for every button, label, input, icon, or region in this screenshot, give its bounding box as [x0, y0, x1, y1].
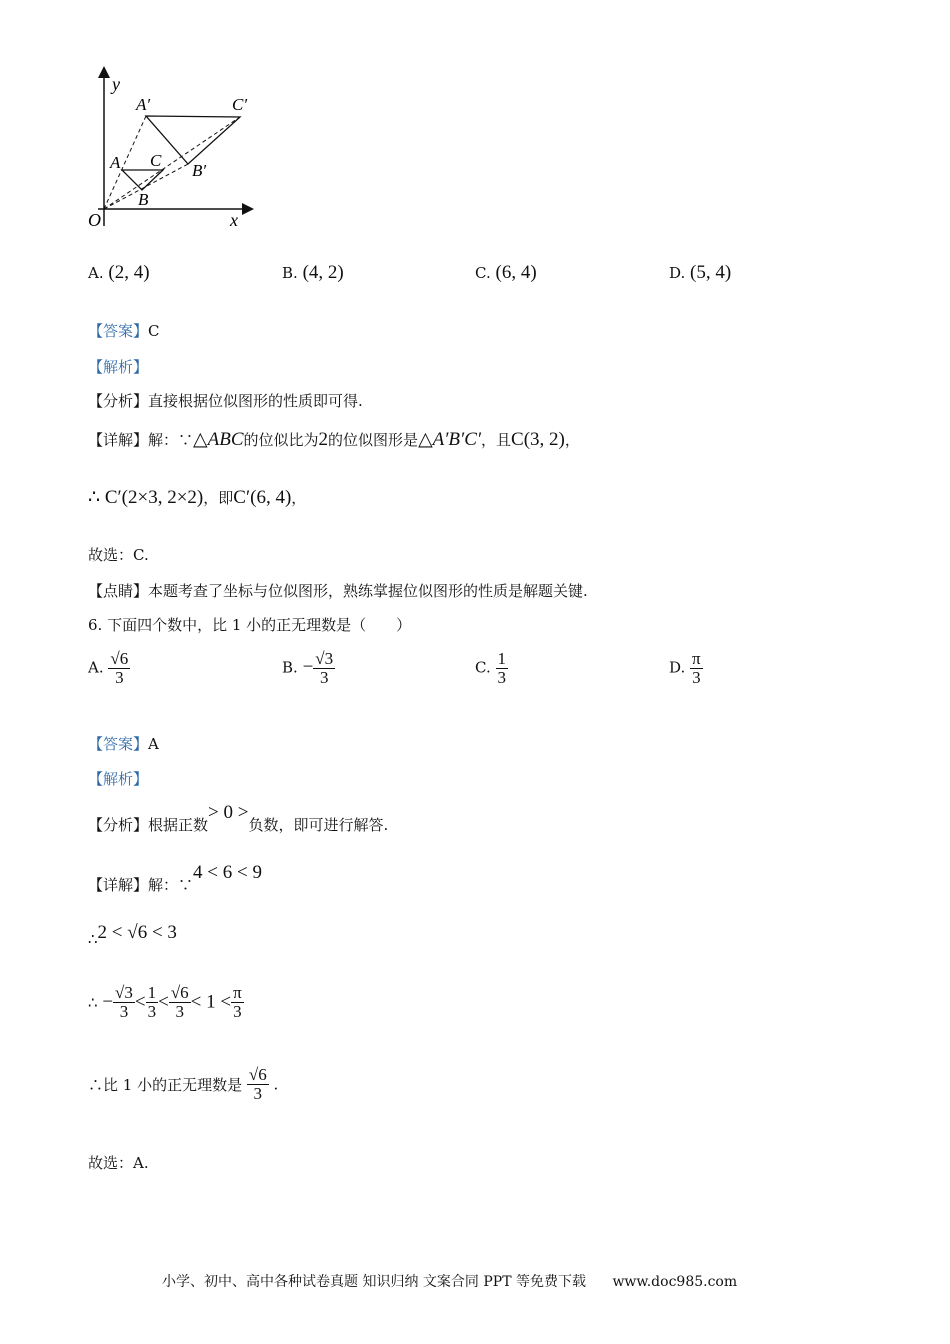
- q5-guxuan: 故选：C.: [88, 546, 149, 564]
- q5-fenxi: 【分析】直接根据位似图形的性质即可得.: [88, 392, 363, 410]
- label-c-prime: C′: [232, 95, 248, 114]
- label-y: y: [112, 74, 120, 94]
- q6-option-b: B. − $\frac{√3}{3}$: [282, 649, 334, 687]
- label-a: A: [110, 153, 121, 172]
- footer-url[interactable]: www.doc985.com: [612, 1274, 738, 1290]
- q6-option-a: A. $\frac{√6}{3}$: [88, 649, 129, 687]
- label-c: C: [150, 151, 162, 170]
- q6-stem: 6. 下面四个数中，比 1 小的正无理数是（ ）: [88, 616, 412, 634]
- q6-guxuan: 故选：A.: [88, 1154, 149, 1172]
- q5-option-b: B. (4, 2): [282, 262, 344, 283]
- q5-option-d: D. (5, 4): [669, 262, 732, 283]
- label-x: x: [230, 210, 238, 230]
- label-b-prime: B′: [192, 161, 207, 180]
- q5-answer: 【答案】C: [88, 322, 160, 340]
- q6-fenxi: 【分析】根据正数> 0 >负数，即可进行解答.: [88, 802, 389, 834]
- q5-option-a: A. (2, 4): [88, 262, 150, 283]
- footer-text: 小学、初中、高中各种试卷真题 知识归纳 文案合同 PPT 等免费下载: [162, 1274, 586, 1290]
- page-footer: [162, 1271, 737, 1291]
- q5-jiexi: 【解析】: [88, 358, 149, 376]
- q6-xiangjie-line4: ∴比 1 小的正无理数是 $\frac{√6}{3}$ .: [88, 1065, 279, 1103]
- dashed-rays: [104, 116, 240, 209]
- similar-triangles-figure: [80, 66, 270, 236]
- label-o: O: [88, 210, 101, 230]
- q6-option-c: C. $\frac{1}{3}$: [475, 649, 506, 687]
- label-b: B: [138, 190, 149, 209]
- q6-xiangjie-line3: ∴ − $\frac{√3}{3}$ < $\frac{1}{3}$ < $\frac{√6}{3}$ < 1 < $\frac{\pi}{3}$: [88, 983, 242, 1021]
- q5-xiangjie-line1: 【详解】解：∵△ABC的位似比为2的位似图形是△A′B′C′，且C(3, 2)，: [88, 429, 580, 450]
- q6-option-d: D. $\frac{\pi}{3}$: [669, 649, 701, 687]
- q5-xiangjie-line2: ∴ C′(2×3, 2×2)，即C′(6, 4)，: [88, 487, 307, 508]
- q6-answer: 【答案】A: [88, 735, 159, 753]
- q5-dianjing: 【点睛】本题考查了坐标与位似图形，熟练掌握位似图形的性质是解题关键.: [88, 582, 588, 600]
- q5-option-c: C. (6, 4): [475, 262, 537, 283]
- label-a-prime: A′: [136, 95, 151, 114]
- q6-xiangjie-line1: 【详解】解：∵4 < 6 < 9: [88, 862, 262, 894]
- q6-jiexi: 【解析】: [88, 770, 149, 788]
- q6-xiangjie-line2: ∴2 < √6 < 3: [88, 922, 177, 948]
